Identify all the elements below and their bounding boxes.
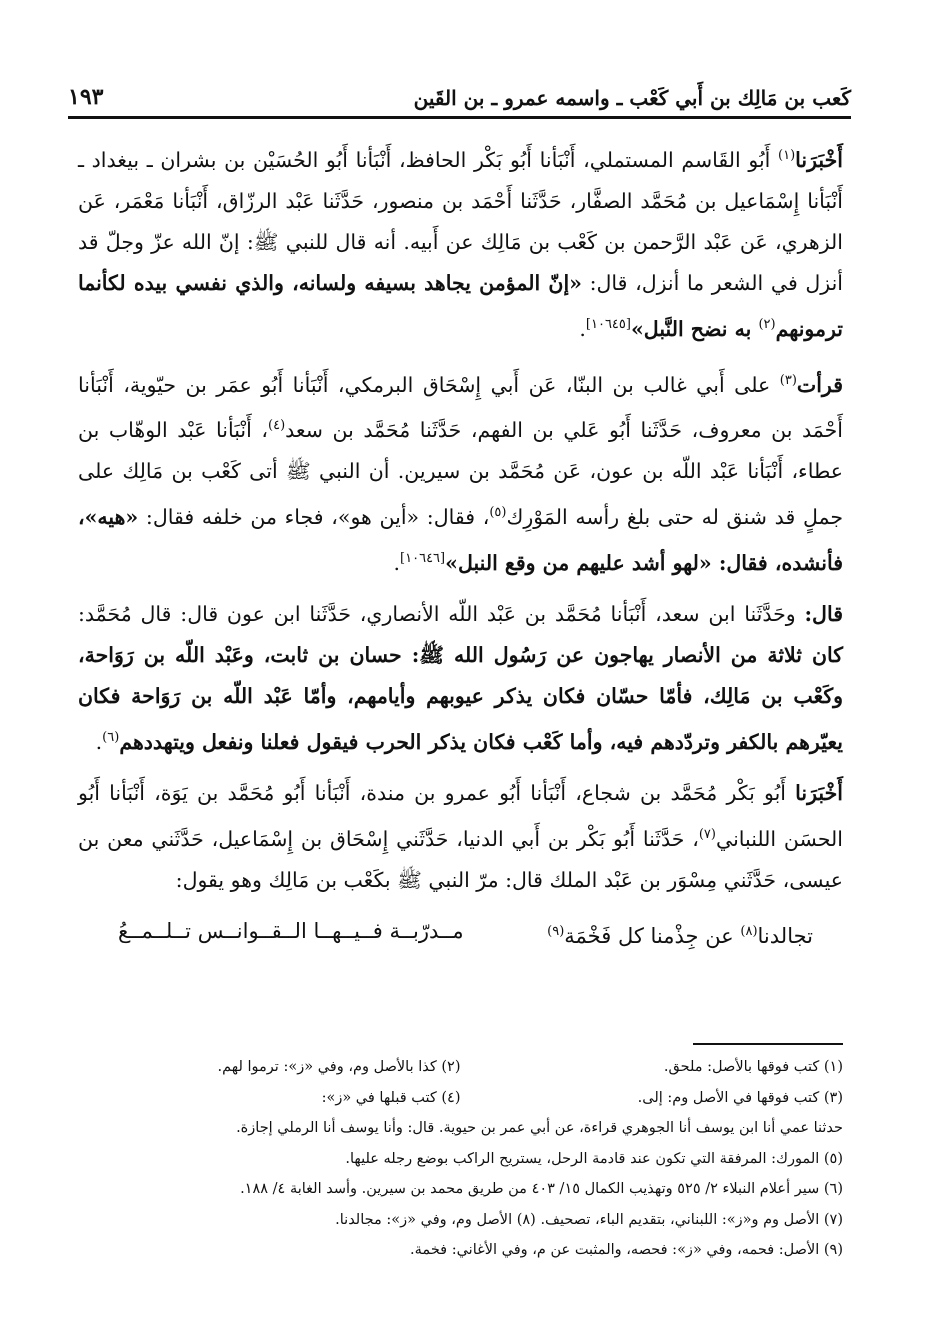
footnote-7-8: (٧) الأصل وم و«ز»: اللبناني، بتقديم الباء، تصحيف. (٨) الأصل وم، وفي «ز»: مجالدنا. [335, 1211, 843, 1228]
paragraph-end: . [579, 316, 586, 341]
paragraph-text: ، حَدَّثَنا أَبُو بَكْر بن أَبي الدنيا، حَدَّثَني إِسْحَاق بن إِسْمَاعيل، حَدَّثَني معن بن عيسى، حَدَّثَني مِسْوَر بن عَبْد الملك قال: مرّ النبي ﷺ بكَعْب بن مَالِك وهو يقول: [78, 826, 843, 892]
paragraph-lead: قرأت [796, 372, 843, 397]
paragraph-text: ، فقال: «أين هو»، فجاء من خلفه فقال: [138, 505, 490, 530]
footnote-3: (٣) كتب فوقها في الأصل وم: إلى. [637, 1089, 843, 1106]
verse-second-hemistich: مــدرّبــة فــيــهــا الــقــوانــس تــلــمــعُ [118, 918, 464, 943]
paragraph-text: أَبُو بَكْر مُحَمَّد بن شجاع، أَنْبَأنا أَبُو عمرو بن مندة، أَنْبَأنا أَبُو مُحَمَّد بن يَوَة، أَنْبَأنا أَبُو الحسَن اللنباني [78, 780, 843, 851]
paragraph-text: وحَدَّثَنا ابن سعد، أَنْبَأنا مُحَمَّد بن عَبْد اللّه الأنصاري، حَدَّثَنا ابن عون قال: قال مُحَمَّد: [78, 601, 805, 626]
hadith-quote: «هيه»، فأنشده، فقال: «لهو أشد عليهم من وقع النبل» [78, 505, 843, 575]
footnote-row [78, 1083, 843, 1114]
footnote-ref: (٤) [268, 418, 286, 434]
footnote-4-continued: حدثنا عمي أنا ابن يوسف أنا الجوهري قراءة، عن أبي عمر بن حيوية. قال: وأنا يوسف أنا الرملي إجازة. [236, 1120, 843, 1136]
paragraph-4 [78, 773, 843, 901]
footnote-ref: (٥) [489, 505, 507, 521]
paragraph-end: . [393, 550, 401, 575]
hadith-quote: «إنّ المؤمن يجاهد بسيفه ولسانه، والذي نفسي بيده لكأنما ترمونهم [78, 270, 843, 341]
paragraph-3 [78, 594, 843, 763]
narration-quote: كان ثلاثة من الأنصار يهاجون عن رَسُول الله ﷺ: حسان بن ثابت، وعَبْد اللّه بن رَوَاحة، وكَعْب بن مَالِك، فأمّا حسّان فكان يذكر عيوبهم وأيامهم، وأمّا عَبْد اللّه بن رَوَاحة فكان يعيّرهم بالكفر وتردّدهم فيه، وأما كَعْب فكان يذكر الحرب فيقول فعلنا ونفعل ويتهددهم [78, 642, 843, 754]
footnote-4: (٤) كتب قبلها في «ز»: [321, 1089, 461, 1106]
footnote-2: (٢) كذا بالأصل وم، وفي «ز»: ترموا لهم. [217, 1059, 461, 1075]
page-header [68, 70, 851, 119]
paragraph-lead: قال: [804, 601, 843, 626]
footnote-5: (٥) المورك: المرفقة التي تكون عند قادمة الرحل، يستريح الراكب بوضع رجله عليها. [345, 1150, 843, 1167]
footnotes [78, 1052, 843, 1266]
footnote-ref: (٣) [779, 372, 797, 388]
hadith-number: [١٠٦٤٦] [400, 551, 446, 567]
paragraph-2 [78, 360, 843, 584]
footnote-ref: (٨) [740, 923, 758, 939]
verse-first-hemistich [547, 911, 813, 957]
hadith-number: [١٠٦٤٥] [585, 316, 631, 332]
footnote-ref: (٦) [102, 729, 120, 745]
footnote-6: (٦) سير أعلام النبلاء ٢/ ٥٢٥ وتهذيب الكمال ١٥/ ٤٠٣ من طريق محمد بن سيرين. وأسد الغابة ٤/ ١٨٨. [240, 1181, 843, 1197]
paragraph-1 [78, 135, 843, 350]
main-text [78, 135, 843, 957]
paragraph-lead: أَخْبَرَنا [795, 147, 843, 172]
footnote-ref: (٩) [547, 923, 565, 939]
footnote-ref: (٧) [698, 826, 716, 842]
footnote-1: (١) كتب فوقها بالأصل: ملحق. [663, 1059, 843, 1075]
paragraph-text: ، أَنْبَأنا عَبْد الوهّاب بن عطاء، أَنْبَأنا عَبْد اللّه بن عون، عَن مُحَمَّد بن سيرين. أن النبي ﷺ أتى كَعْب بن مَالِك على جملٍ قد شنق له حتى بلغ رأسه المَوْرِك [78, 418, 843, 530]
paragraph-end: . [95, 729, 103, 754]
verse-text: تجالدنا [757, 923, 813, 948]
paragraph-text: أَبُو القَاسم المستملي، أَنْبَأنا أَبُو بَكْر الحافظ، أَنْبَأنا أَبُو الحُسَيْن بن بشران ـ بيغداد ـ أَنْبَأنا إِسْمَاعيل بن مُحَمَّد الصفَّار، حَدَّثَنا أَحْمَد بن منصور، حَدَّثَنا عَبْد الرزّاق، أَنْبَأنا مَعْمَر، عَن الزهري، عَن عَبْد الرَّحمن بن كَعْب بن مَالِك عن أَبيه. أنه قال للنبي ﷺ: إنّ الله عزّ وجلّ قد أنزل في الشعر ما أنزل، قال: [78, 147, 843, 295]
paragraph-text: على أَبي غالب بن البنّا، عَن أَبي إِسْحَاق البرمكي، أَنْبَأنا أَبُو عمَر بن حيّوية، أَنْبَأنا أَحْمَد بن معروف، حَدَّثَنا أَبُو عَلي بن الفهم، حَدَّثَنا مُحَمَّد بن سعد [78, 372, 844, 443]
poetry-verse [78, 911, 843, 957]
footnote-ref: (٢) [758, 316, 776, 332]
footnote-9: (٩) الأصل: فحمه، وفي «ز»: فحصه، والمثبت عن م، وفي الأغاني: فخمة. [410, 1242, 843, 1258]
footnote-separator [693, 1043, 843, 1045]
hadith-quote-tail: به نضح النَّبل» [630, 316, 759, 341]
verse-text: عن جِذْمنا كل فَخْمَة [564, 923, 741, 948]
footnote-row [78, 1052, 843, 1083]
paragraph-lead: أَخْبَرَنا [795, 780, 843, 805]
footnote-ref: (١) [778, 148, 796, 163]
running-title: كَعب بن مَالِك بن أَبي كَعْب ـ واسمه عمرو ـ بن القَين [413, 86, 851, 110]
page-number: ١٩٣ [68, 84, 104, 110]
